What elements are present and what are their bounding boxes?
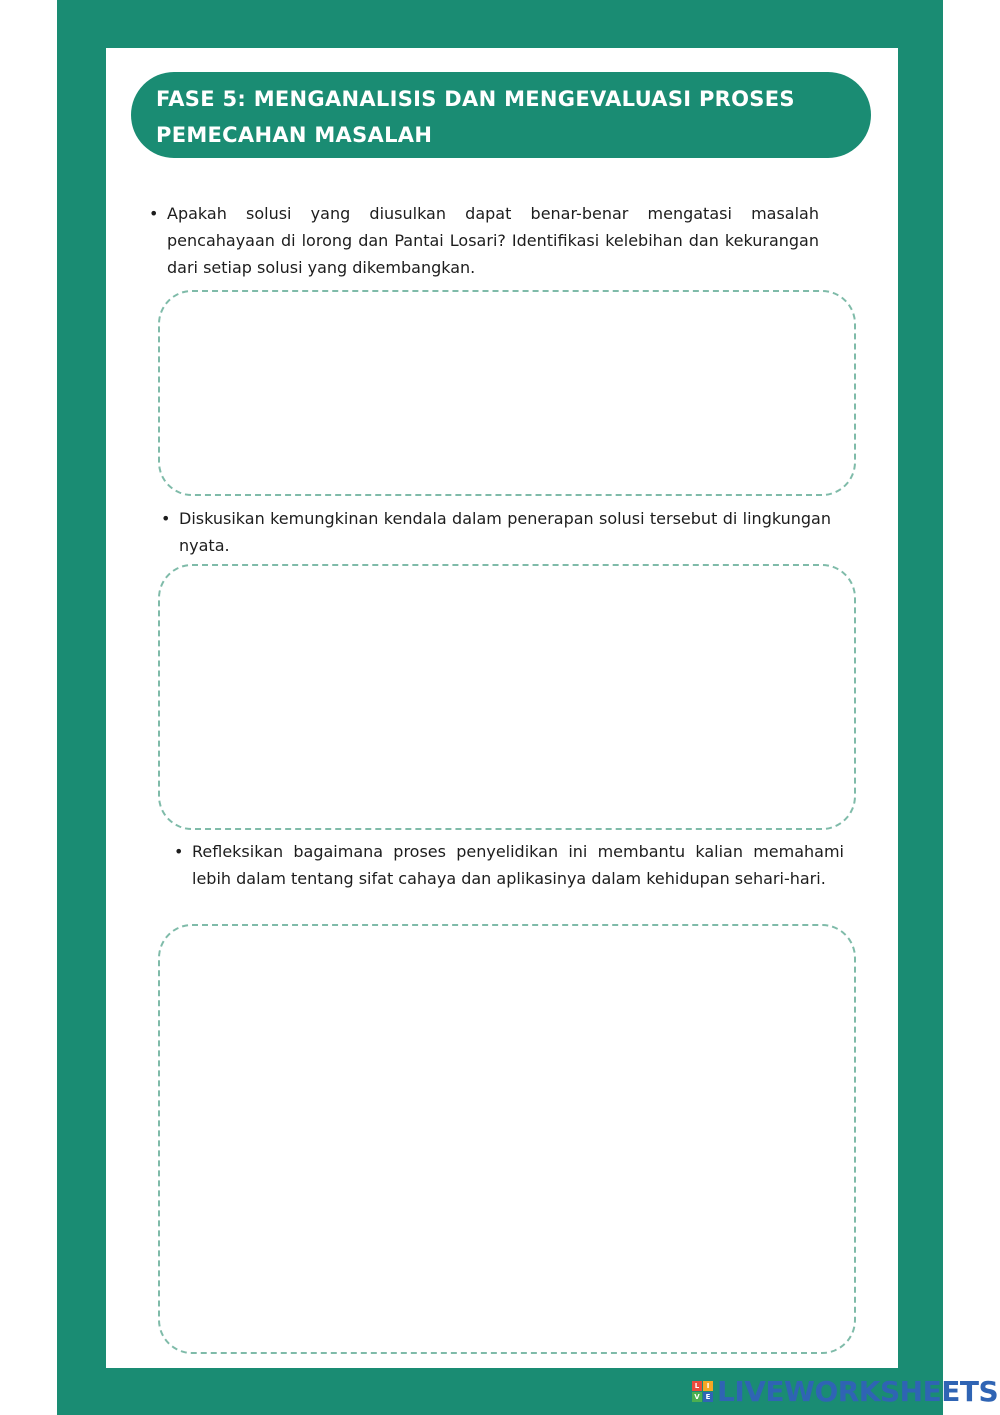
- bullet-icon: •: [149, 204, 159, 223]
- phase-title-line-1: FASE 5: MENGANALISIS DAN MENGEVALUASI PROSES: [156, 87, 795, 111]
- question-1: [149, 200, 819, 281]
- liveworksheets-logo[interactable]: [692, 1376, 998, 1406]
- logo-letter-l: L: [692, 1381, 702, 1391]
- logo-letter-i: I: [703, 1381, 713, 1391]
- question-2-text: Diskusikan kemungkinan kendala dalam penerapan solusi tersebut di lingkungan nyata.: [179, 509, 831, 555]
- logo-grid-icon: [692, 1381, 713, 1402]
- phase-title-line-2: PEMECAHAN MASALAH: [156, 123, 433, 147]
- question-3: [174, 838, 844, 892]
- logo-letter-v: V: [692, 1392, 702, 1402]
- answer-box-1[interactable]: [158, 290, 856, 496]
- question-2: [161, 505, 831, 559]
- logo-text: LIVEWORKSHEETS: [717, 1374, 999, 1408]
- bullet-icon: •: [161, 509, 171, 528]
- question-3-text: Refleksikan bagaimana proses penyelidikan ini membantu kalian memahami lebih dalam tentang sifat cahaya dan aplikasinya dalam kehidupan sehari-hari.: [192, 842, 844, 888]
- answer-box-3[interactable]: [158, 924, 856, 1354]
- phase-header-banner: [131, 72, 871, 158]
- question-1-text: Apakah solusi yang diusulkan dapat benar-benar mengatasi masalah pencahayaan di lorong dan Pantai Losari? Identifikasi kelebihan dan kekurangan dari setiap solusi yang dikembangkan.: [167, 204, 819, 277]
- answer-box-2[interactable]: [158, 564, 856, 830]
- bullet-icon: •: [174, 842, 184, 861]
- logo-letter-e: E: [703, 1392, 713, 1402]
